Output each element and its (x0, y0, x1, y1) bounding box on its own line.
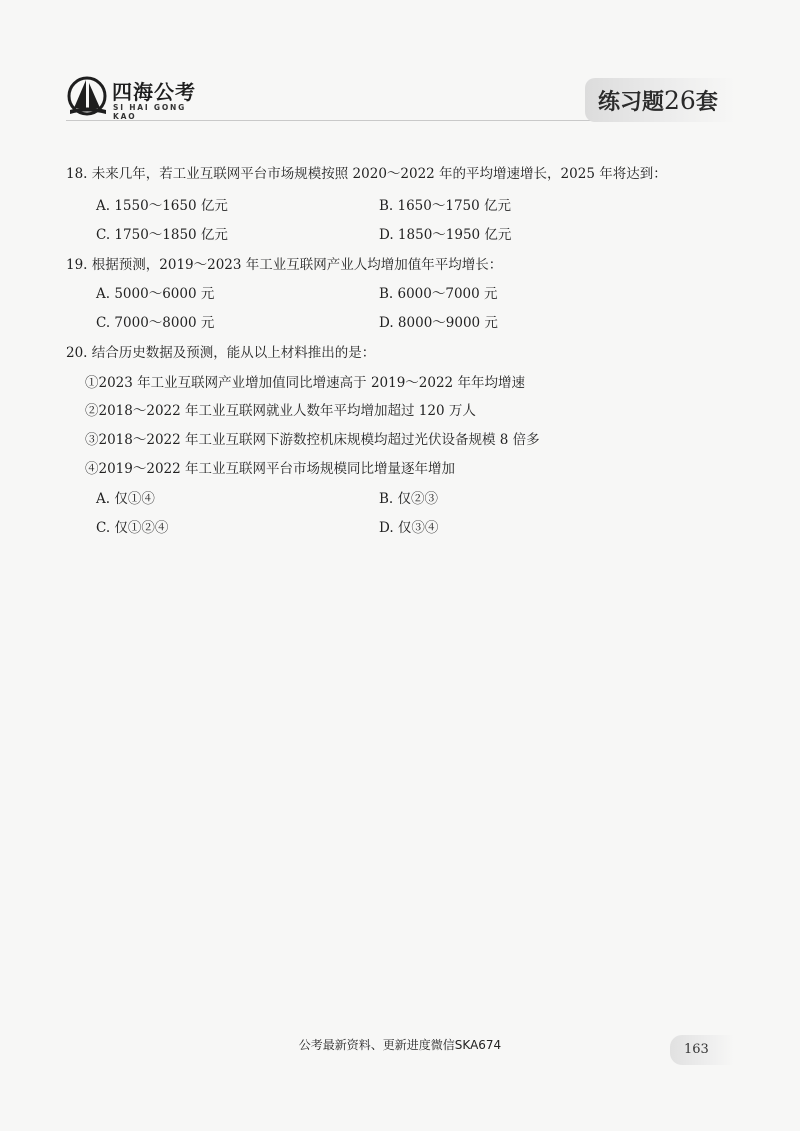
question-20-statement-1: ①2023 年工业互联网产业增加值同比增速高于 2019～2022 年年均增速 (85, 375, 525, 391)
question-18-stem: 18. 未来几年，若工业互联网平台市场规模按照 2020～2022 年的平均增速增长，2025 年将达到： (66, 166, 667, 182)
footer-note: 公考最新资料、更新进度微信SKA674 (298, 1038, 502, 1052)
question-20-option-d: D. 仅③④ (379, 520, 439, 536)
question-20-option-b: B. 仅②③ (379, 491, 439, 507)
question-18-option-a: A. 1550～1650 亿元 (96, 198, 228, 214)
question-20-option-c: C. 仅①②④ (96, 520, 169, 536)
series-number: 26 (664, 86, 696, 115)
logo-chinese-text: 四海公考 (112, 80, 196, 104)
header-divider (66, 120, 596, 121)
publisher-logo (66, 74, 206, 121)
series-suffix: 套 (695, 90, 718, 115)
series-title (598, 85, 718, 116)
question-19-stem: 19. 根据预测，2019～2023 年工业互联网产业人均增加值年平均增长： (66, 257, 503, 273)
question-18-option-c: C. 1750～1850 亿元 (96, 227, 228, 243)
series-prefix: 练习题 (598, 90, 665, 115)
question-18-option-d: D. 1850～1950 亿元 (379, 227, 512, 243)
question-20-stem: 20. 结合历史数据及预测，能从以上材料推出的是： (66, 345, 376, 361)
page-number: 163 (684, 1042, 709, 1057)
question-20-option-a: A. 仅①④ (96, 491, 155, 507)
sailboat-logo-icon (66, 74, 110, 118)
question-20-statement-3: ③2018～2022 年工业互联网下游数控机床规模均超过光伏设备规模 8 倍多 (85, 432, 540, 448)
question-19-option-c: C. 7000～8000 元 (96, 315, 215, 331)
question-18-option-b: B. 1650～1750 亿元 (379, 198, 512, 214)
question-20-statement-2: ②2018～2022 年工业互联网就业人数年平均增加超过 120 万人 (85, 403, 476, 419)
question-19-option-a: A. 5000～6000 元 (96, 286, 215, 302)
question-19-option-b: B. 6000～7000 元 (379, 286, 498, 302)
logo-english-text: SI HAI GONG KAO (113, 103, 187, 121)
question-20-statement-4: ④2019～2022 年工业互联网平台市场规模同比增量逐年增加 (85, 461, 456, 477)
question-19-option-d: D. 8000～9000 元 (379, 315, 498, 331)
